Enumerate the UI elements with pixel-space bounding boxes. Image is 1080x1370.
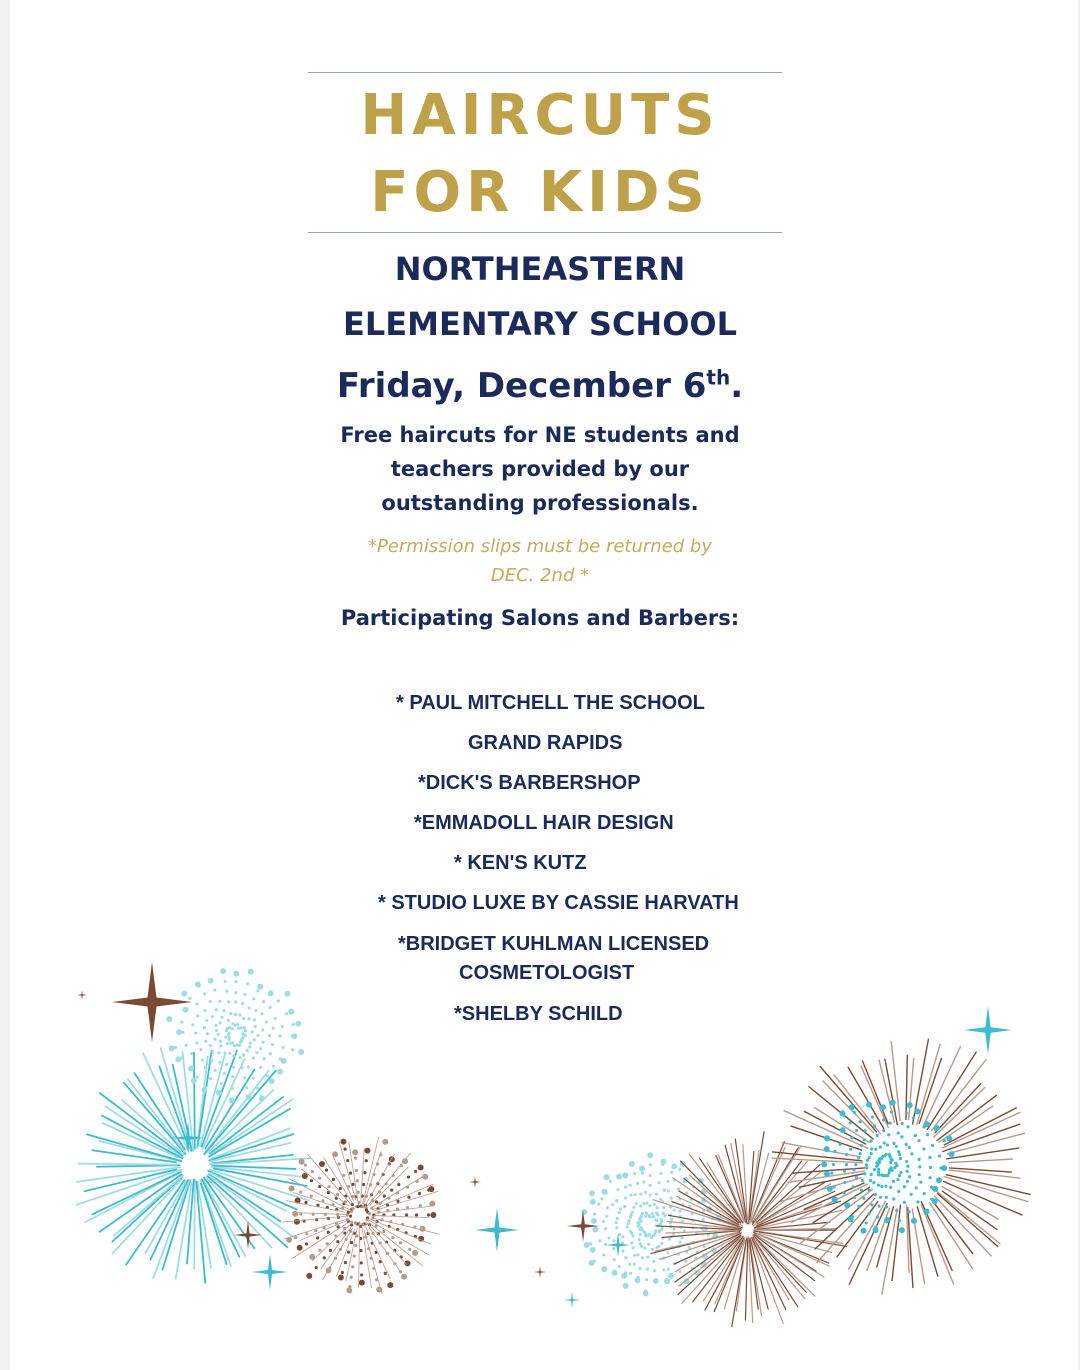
- event-date-end: .: [730, 366, 744, 406]
- event-date-main: Friday, December 6: [336, 366, 707, 406]
- salon-item: * KEN'S KUTZ: [454, 852, 587, 874]
- bottom-rule: [308, 232, 782, 233]
- salon-item: * PAUL MITCHELL THE SCHOOL: [396, 692, 705, 714]
- top-rule: [308, 72, 782, 73]
- event-date: [0, 366, 1080, 406]
- permission-note-line-2: DEC. 2nd *: [490, 565, 590, 586]
- salon-item: GRAND RAPIDS: [468, 732, 623, 754]
- event-date-suffix: th: [706, 365, 731, 390]
- salon-item: COSMETOLOGIST: [459, 962, 635, 984]
- description-line-2: teachers provided by our: [390, 457, 690, 481]
- permission-note-line-1: *Permission slips must be returned by: [367, 536, 713, 557]
- participants-heading: Participating Salons and Barbers:: [340, 606, 740, 630]
- description-line-3: outstanding professionals.: [381, 491, 699, 515]
- salon-item: *SHELBY SCHILD: [454, 1003, 623, 1025]
- salon-item: *DICK'S BARBERSHOP: [418, 772, 641, 794]
- title-line-1: HAIRCUTS: [360, 83, 720, 148]
- salon-item: *BRIDGET KUHLMAN LICENSED: [398, 933, 710, 955]
- school-name-line-2: ELEMENTARY SCHOOL: [342, 305, 737, 343]
- description-line-1: Free haircuts for NE students and: [340, 423, 740, 447]
- salon-item: *EMMADOLL HAIR DESIGN: [414, 812, 674, 834]
- title-line-2: FOR KIDS: [370, 160, 710, 225]
- salon-item: * STUDIO LUXE BY CASSIE HARVATH: [378, 892, 739, 914]
- school-name-line-1: NORTHEASTERN: [394, 250, 686, 288]
